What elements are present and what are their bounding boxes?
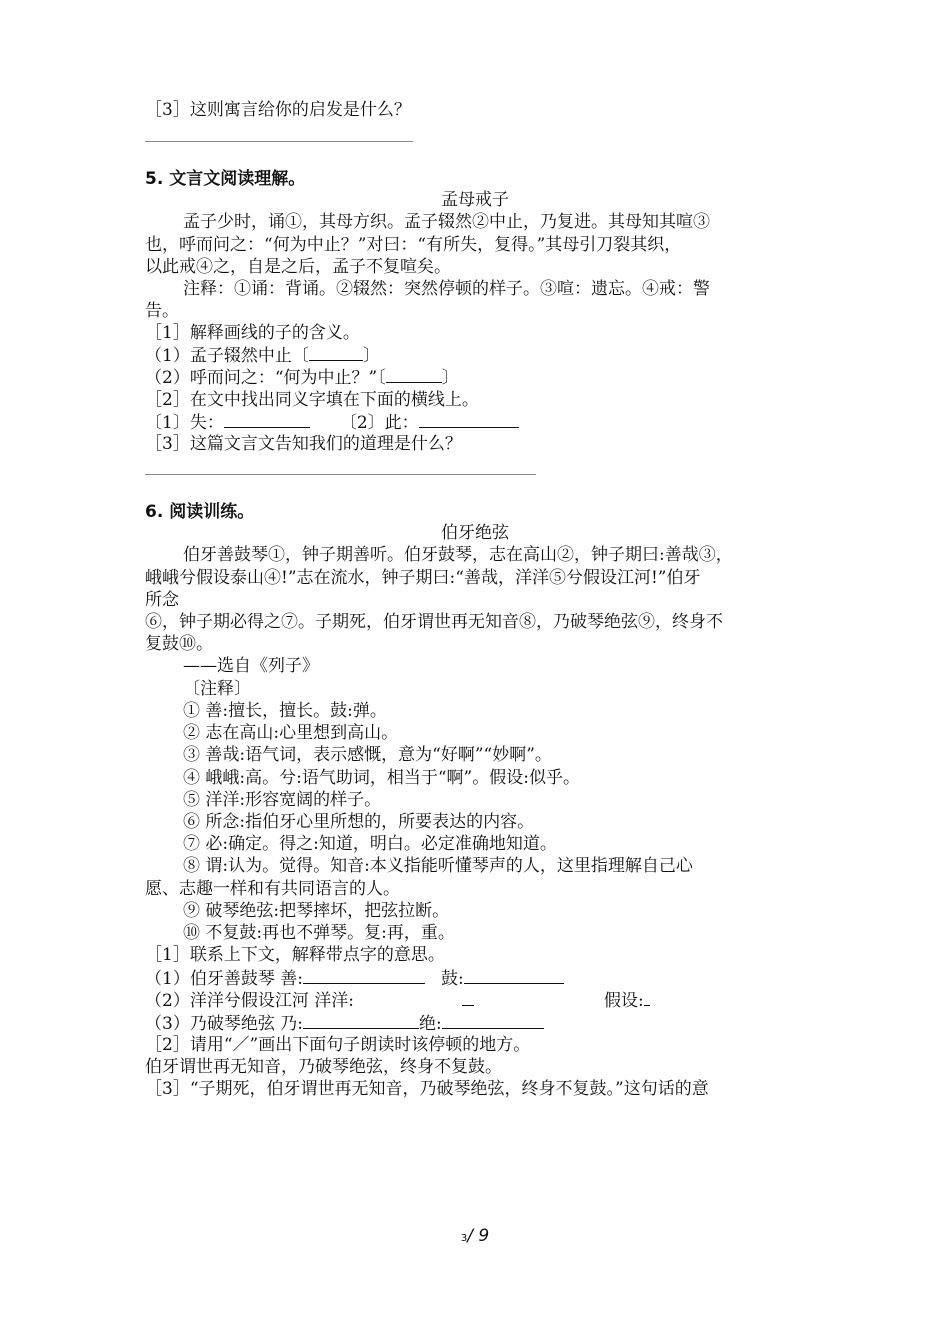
q6-q2-sentence: 伯牙谓世再无知音，乃破琴绝弦，终身不复鼓。 xyxy=(145,1057,502,1077)
q6-q3: ［3］“子期死，伯牙谓世再无知音，乃破琴绝弦，终身不复鼓。”这句话的意 xyxy=(145,1079,709,1099)
q6-note: ① 善:擅长，擅长。鼓:弹。 xyxy=(183,701,387,721)
q6-q1c-label: （3）乃破琴绝弦 乃: xyxy=(145,1014,303,1034)
page-current: 3 xyxy=(460,1233,468,1244)
q6-para-line: 峨峨兮假设泰山④!”志在流水，钟子期曰:“善哉，洋洋⑤兮假设江河!”伯牙 xyxy=(145,568,701,588)
blank-field[interactable] xyxy=(442,1012,544,1029)
q6-q1b-label: （2）洋洋兮假设江河 洋洋: xyxy=(145,991,354,1011)
q6-q1a-label2: 鼓: xyxy=(440,969,464,989)
q6-note: ⑥ 所念:指伯牙心里所想的，所要表达的内容。 xyxy=(183,812,535,832)
q5-para-line: 孟子少时，诵①，其母方织。孟子辍然②中止，乃复进。其母知其喧③ xyxy=(183,212,710,232)
q6-q1c xyxy=(145,1012,544,1035)
q6-heading: 6. 阅读训练。 xyxy=(145,502,255,522)
answer-line xyxy=(145,474,536,475)
q5-heading: 5. 文言文阅读理解。 xyxy=(145,169,306,189)
q6-note: 愿、志趣一样和有共同语言的人。 xyxy=(145,879,400,899)
q6-q1c-label2: 绝: xyxy=(418,1014,442,1034)
q5-q2a-label: 〔1〕失： xyxy=(145,413,224,433)
q6-note: ④ 峨峨:高。兮:语气助词，相当于“啊”。假设:似乎。 xyxy=(183,768,580,788)
blank-field[interactable] xyxy=(303,967,425,984)
q5-q3: ［3］这篇文言文告知我们的道理是什么？ xyxy=(145,434,462,454)
q6-q1a-label: （1）伯牙善鼓琴 善: xyxy=(145,969,303,989)
q6-q1b-label2: 假设: xyxy=(603,991,644,1011)
q6-source: ——选自《列子》 xyxy=(183,656,319,676)
q5-para-line: 也，呼而问之：“何为中止？”对曰：“有所失，复得。”其母引刀裂其织， xyxy=(145,235,682,255)
q5-note-line: 告。 xyxy=(145,301,179,321)
page-number xyxy=(0,1226,950,1246)
blank-field[interactable] xyxy=(464,967,564,984)
q5-q1b-label: （2）呼而问之：“何为中止？”〔 xyxy=(145,368,386,388)
blank-field[interactable] xyxy=(462,989,474,1006)
blank-field[interactable] xyxy=(419,411,519,428)
q5-note-line: 注释：①诵：背诵。②辍然：突然停顿的样子。③喧：遗忘。④戒：警 xyxy=(183,279,710,299)
q5-para-line: 以此戒④之，自是之后，孟子不复喧矣。 xyxy=(145,257,451,277)
q6-q1a xyxy=(145,967,564,990)
blank-field[interactable] xyxy=(303,1012,419,1029)
q5-q2: ［2］在文中找出同义字填在下面的横线上。 xyxy=(145,390,479,410)
q6-notes-heading: 〔注释〕 xyxy=(183,679,251,699)
q6-note: ⑨ 破琴绝弦:把琴摔坏，把弦拉断。 xyxy=(183,901,450,921)
blank-field[interactable] xyxy=(309,344,363,361)
q6-note: ② 志在高山:心里想到高山。 xyxy=(183,723,399,743)
q6-para-line: 伯牙善鼓琴①，钟子期善听。伯牙鼓琴，志在高山②，钟子期曰:善哉③， xyxy=(183,545,733,565)
q6-note: ⑩ 不复鼓:再也不弹琴。复:再，重。 xyxy=(183,923,455,943)
blank-field[interactable] xyxy=(224,411,310,428)
blank-field[interactable] xyxy=(644,989,650,1006)
blank-field[interactable] xyxy=(386,366,442,383)
q4-item3: ［3］这则寓言给你的启发是什么？ xyxy=(145,100,411,120)
q5-q1b xyxy=(145,366,459,389)
q6-note: ⑤ 洋洋:形容宽阔的样子。 xyxy=(183,790,382,810)
q5-q1b-end: 〕 xyxy=(441,368,459,388)
q6-q2: ［2］请用“／”画出下面句子朗读时该停顿的地方。 xyxy=(145,1035,531,1055)
q6-note: ③ 善哉:语气词，表示感慨，意为“好啊”“妙啊”。 xyxy=(183,745,552,765)
q6-q1: ［1］联系上下文，解释带点字的意思。 xyxy=(145,945,445,965)
q6-note: ⑦ 必:确定。得之:知道，明白。必定准确地知道。 xyxy=(183,834,557,854)
q6-title: 伯牙绝弦 xyxy=(441,523,509,543)
q6-para-line: 所念 xyxy=(145,590,179,610)
q5-q2-answers xyxy=(145,411,519,434)
q6-para-line: ⑥，钟子期必得之⑦。子期死，伯牙谓世再无知音⑧，乃破琴绝弦⑨，终身不 xyxy=(145,612,723,632)
q5-q1a xyxy=(145,344,380,367)
q6-q1b xyxy=(145,989,650,1012)
q5-q2b-label: 〔2〕此： xyxy=(339,413,419,433)
q5-q1a-end: 〕 xyxy=(362,346,380,366)
q6-para-line: 复鼓⑩。 xyxy=(145,634,213,654)
q5-q1a-label: （1）孟子辍然中止〔 xyxy=(145,346,309,366)
q5-q1: ［1］解释画线的子的含义。 xyxy=(145,323,360,343)
answer-line xyxy=(145,141,413,142)
q5-title: 孟母戒子 xyxy=(441,190,509,210)
q6-note: ⑧ 谓:认为。觉得。知音:本义指能听懂琴声的人，这里指理解自己心 xyxy=(183,856,693,876)
page-total: / 9 xyxy=(467,1226,490,1246)
